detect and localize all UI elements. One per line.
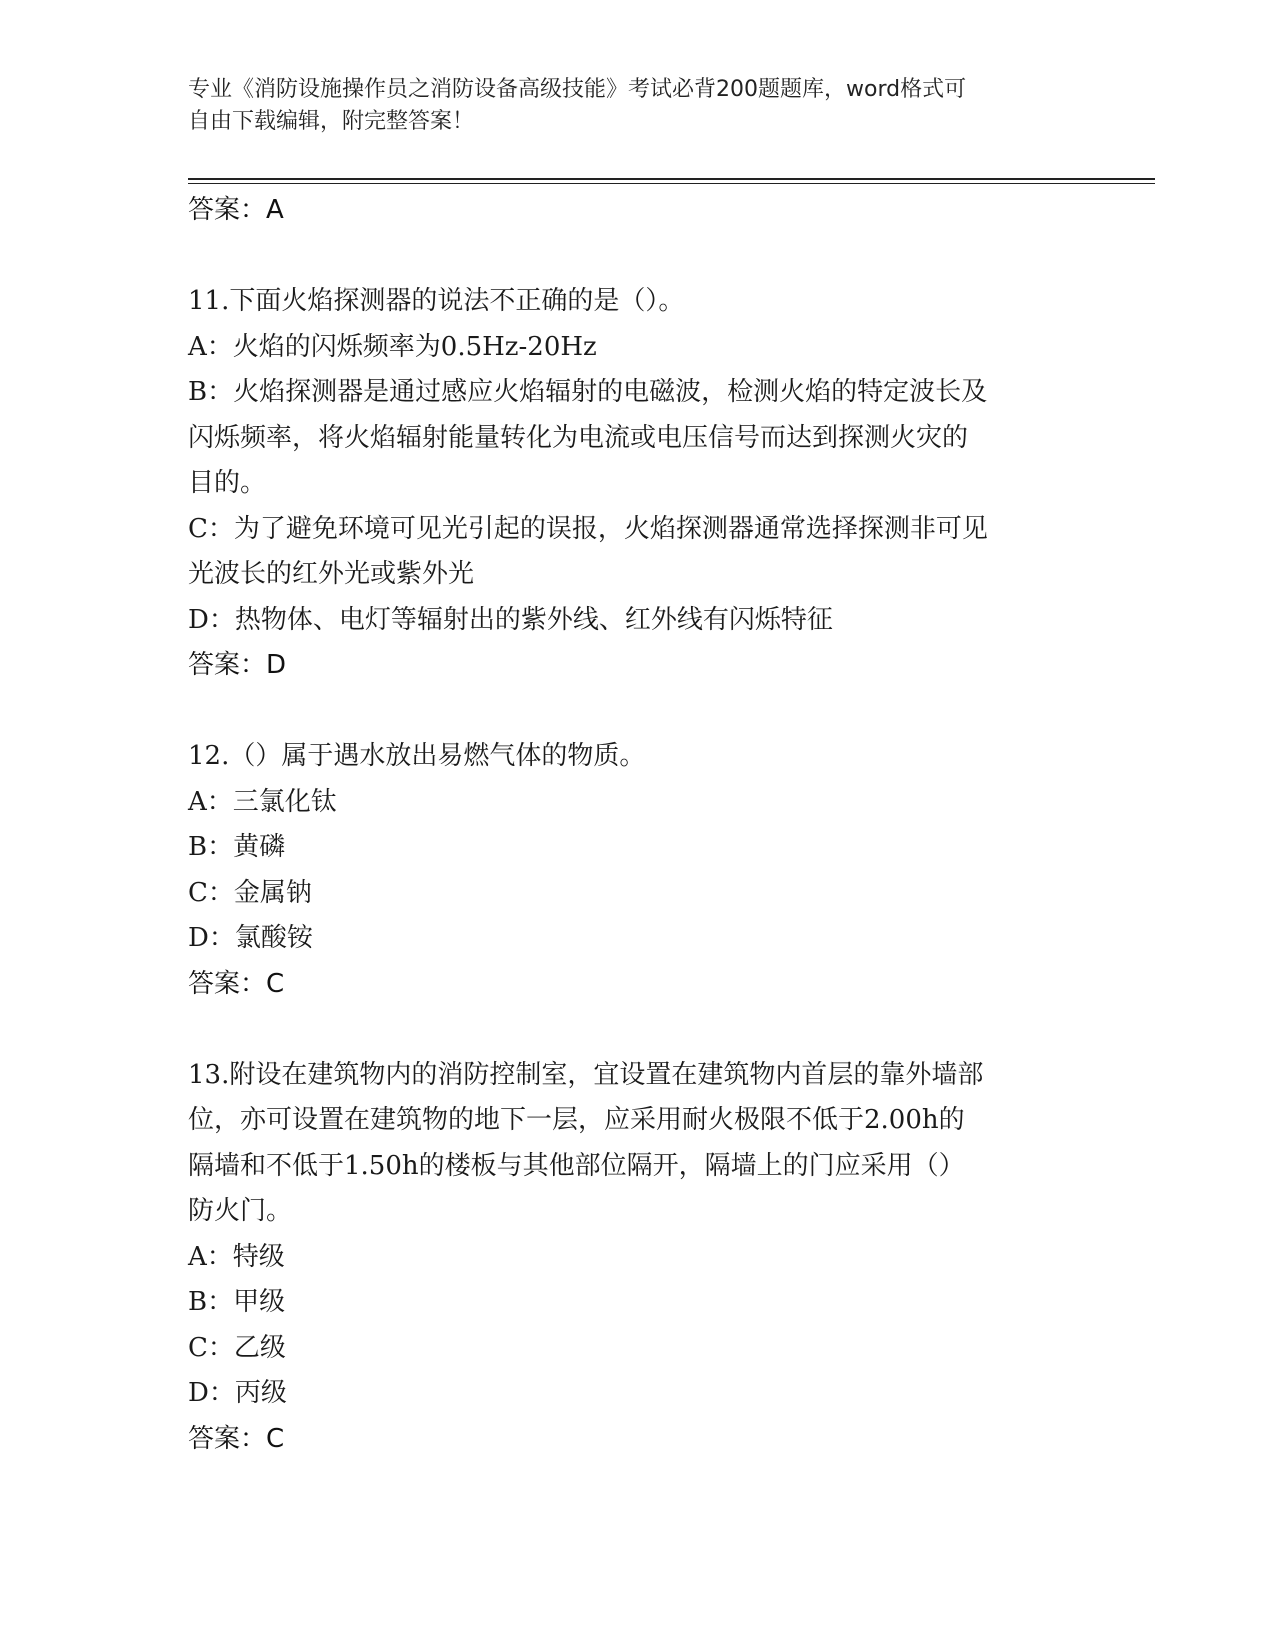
option-c: C：为了避免环境可见光引起的误报，火焰探测器通常选择探测非可见	[188, 513, 988, 544]
question-stem-continued: 隔墙和不低于1.50h的楼板与其他部位隔开，隔墙上的门应采用（）	[188, 1150, 965, 1181]
header-rule-thick	[188, 178, 1155, 180]
question-stem-continued: 位，亦可设置在建筑物的地下一层，应采用耐火极限不低于2.00h的	[188, 1105, 965, 1135]
question-12	[188, 734, 1088, 1007]
option-b: B：黄磷	[188, 832, 286, 862]
option-b-continued: 目的。	[188, 468, 267, 498]
option-b: B：甲级	[188, 1287, 286, 1317]
question-list	[188, 188, 1088, 1462]
option-c: C：乙级	[188, 1332, 286, 1363]
question-11	[188, 279, 1088, 689]
spacer	[188, 689, 1088, 735]
question-stem: 12.（）属于遇水放出易燃气体的物质。	[188, 741, 646, 771]
question-stem: 11.下面火焰探测器的说法不正确的是（）。	[188, 286, 685, 316]
header-rule-thin	[188, 183, 1155, 184]
answer: 答案：C	[188, 968, 285, 999]
option-b-continued: 闪烁频率，将火焰辐射能量转化为电流或电压信号而达到探测火灾的	[188, 422, 969, 453]
option-a: A：三氯化钛	[188, 786, 337, 817]
option-a: A：特级	[188, 1241, 285, 1272]
previous-answer: 答案：A	[188, 195, 284, 225]
option-a: A：火焰的闪烁频率为0.5Hz-20Hz	[188, 331, 597, 362]
answer: 答案：C	[188, 1423, 285, 1454]
option-b: B：火焰探测器是通过感应火焰辐射的电磁波，检测火焰的特定波长及	[188, 377, 988, 407]
option-c-continued: 光波长的红外光或紫外光	[188, 559, 475, 589]
question-13	[188, 1053, 1088, 1463]
option-d: D：氯酸铵	[188, 923, 313, 953]
answer: 答案：D	[188, 650, 287, 680]
header-line-1: 专业《消防设施操作员之消防设备高级技能》考试必背200题题库，word格式可	[188, 77, 967, 102]
question-stem-continued: 防火门。	[188, 1196, 293, 1226]
spacer	[188, 234, 1088, 280]
spacer	[188, 1007, 1088, 1053]
document-header	[188, 74, 1088, 138]
question-stem: 13.附设在建筑物内的消防控制室，宜设置在建筑物内首层的靠外墙部	[188, 1059, 984, 1090]
option-c: C：金属钠	[188, 877, 312, 908]
option-d: D：热物体、电灯等辐射出的紫外线、红外线有闪烁特征	[188, 604, 833, 635]
option-d: D：丙级	[188, 1378, 287, 1408]
header-line-2: 自由下载编辑，附完整答案！	[188, 109, 475, 134]
